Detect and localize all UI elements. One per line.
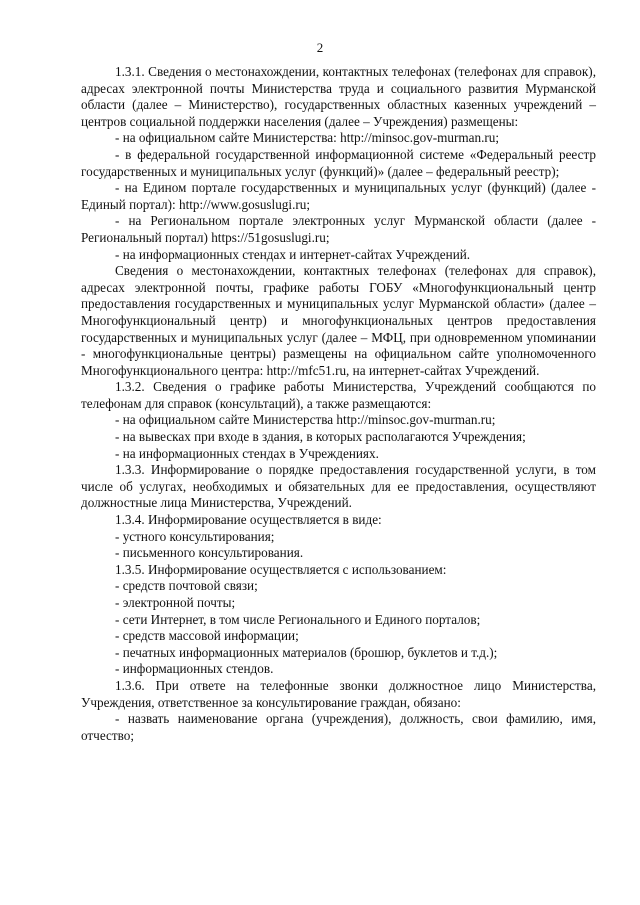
paragraph-1-3-2: 1.3.2. Сведения о графике работы Министерства, Учреждений сообщаются по телефонам для справок (консультаций), а также размещаются:: [81, 379, 596, 411]
paragraph-1-3-5: 1.3.5. Информирование осуществляется с использованием:: [115, 561, 447, 577]
page-number: 2: [316, 40, 324, 55]
list-item-email: - электронной почты;: [115, 595, 236, 610]
list-item-single-portal: - на Едином портале государственных и муниципальных услуг (функций) (далее - Единый портал): http://www.gosuslugi.ru;: [81, 180, 596, 212]
list-item-info-stands: - информационных стендов.: [115, 661, 274, 677]
list-item-oral: - устного консультирования;: [115, 528, 275, 544]
list-item-name-organ: - назвать наименование органа (учреждения), должность, свои фамилию, имя, отчество;: [81, 711, 596, 743]
list-item-ministry-site-2: - на официальном сайте Министерства http://minsoc.gov-murman.ru;: [115, 412, 496, 428]
list-item-internet: - сети Интернет, в том числе Регионального и Единого порталов;: [115, 611, 481, 627]
list-item-mass-media: - средств массовой информации;: [115, 628, 299, 644]
list-item-post: - средств почтовой связи;: [115, 578, 258, 594]
paragraph-1-3-3: 1.3.3. Информирование о порядке предоставления государственной услуги, в том числе об услугах, необходимых и обязательных для ее предоставления, осуществляют должностные лица Министерства, Учреждений.: [81, 462, 596, 511]
list-item-federal-registry: - в федеральной государственной информационной системе «Федеральный реестр государственных и муниципальных услуг (функций)» (далее – федеральный реестр);: [81, 146, 596, 179]
list-item-stands: - на информационных стендах в Учреждениях.: [115, 445, 379, 461]
paragraph-mfc-info: Сведения о местонахождении, контактных телефонах (телефонах для справок), адресах электронной почты, графике работы ГОБУ «Многофункциональный центр предоставления государственных и муниципальных услуг Мурманской области» (далее – Многофункциональный центр) и многофункциональных центров предоставления государственных и муниципальных услуг (далее – МФЦ, при одновременном упоминании - многофункциональные центры) размещены на официальном сайте уполномоченного Многофункционального центра: http://mfc51.ru, на интернет-сайтах Учреждений.: [81, 263, 596, 378]
paragraph-1-3-4: 1.3.4. Информирование осуществляется в виде:: [115, 512, 382, 528]
list-item-signboards: - на вывесках при входе в здания, в которых располагаются Учреждения;: [115, 429, 526, 445]
list-item-stands-and-sites: - на информационных стендах и интернет-сайтах Учреждений.: [115, 246, 471, 262]
document-body: [81, 64, 596, 744]
list-item-ministry-site: - на официальном сайте Министерства: http://minsoc.gov-murman.ru;: [115, 130, 500, 146]
list-item-printed: - печатных информационных материалов (брошюр, буклетов и т.д.);: [115, 644, 498, 660]
paragraph-1-3-6: 1.3.6. При ответе на телефонные звонки должностное лицо Министерства, Учреждения, ответственное за консультирование граждан, обязано:: [81, 677, 596, 710]
list-item-written: - письменного консультирования.: [115, 545, 304, 561]
list-item-regional-portal: - на Региональном портале электронных услуг Мурманской области (далее - Региональный портал) https://51gosuslugi.ru;: [81, 213, 596, 245]
paragraph-1-3-1: 1.3.1. Сведения о местонахождении, контактных телефонах (телефонах для справок), адресах электронной почты Министерства труда и социального развития Мурманской области (далее – Министерство), государственных областных казенных учреждений – центров социальной поддержки населения (далее – Учреждения) размещены:: [81, 64, 596, 129]
